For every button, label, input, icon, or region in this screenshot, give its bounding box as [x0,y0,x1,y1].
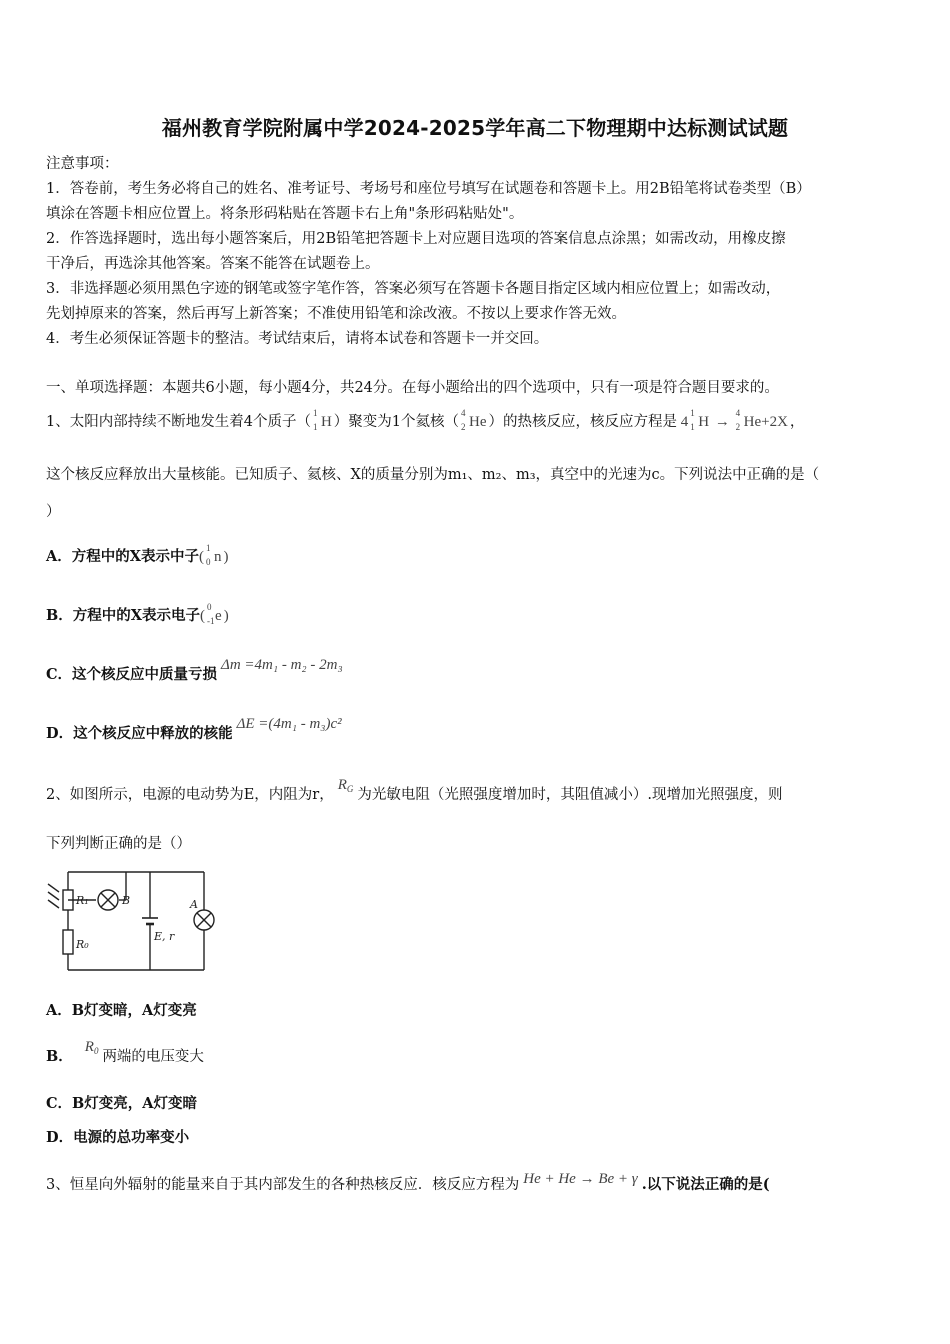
notice-heading: 注意事项： [46,156,119,172]
circuit-diagram [46,862,216,974]
label-b: B [122,894,131,907]
rg-symbol: $R_G$ [337,777,354,794]
notice-line-2: 填涂在答题卡相应位置上。将条形码粘贴在答题卡右上角"条形码粘贴处"。 [46,206,524,222]
label-er: E, r [154,930,175,943]
proton-symbol: 1 1 H [312,408,332,432]
notice-line-6: 先划掉原来的答案，然后再写上新答案；不准使用铅笔和涂改液。不按以上要求作答无效。 [46,306,626,322]
notice-line-5: 3．非选择题必须用黑色字迹的钢笔或签字笔作答，答案必须写在答题卡各题目指定区域内相应位置上；如需改动， [46,281,781,297]
notice-line-3: 2．作答选择题时，选出每小题答案后，用2B铅笔把答题卡上对应题目选项的答案信息点涂黑；如需改动，用橡皮擦 [46,231,786,247]
q1-option-c: C．这个核反应中质量亏损Δm =4m₁ - m₂ - 2m₃ [46,657,343,683]
r0-symbol: $R_0$ [84,1039,99,1056]
mass-defect-equation: Δm =4m₁ - m₂ - 2m₃ [221,657,343,673]
electron-symbol: ( 0 -1 e ) [200,602,229,626]
helium-symbol: 4 2 He [461,408,487,432]
q2-stem-line-1: 2、如图所示，电源的电动势为E，内阻为r，$R_G$ 为光敏电阻（光照强度增加时，其阻值减小）.现增加光照强度，则 [46,777,783,803]
label-r0: R₀ [76,938,89,951]
label-a: A [190,898,198,911]
q2-option-b: B．$R_0$ 两端的电压变大 [46,1039,204,1065]
q1-option-b: B．方程中的X表示电子( 0 -1 e ) [46,602,229,626]
section-heading: 一、单项选择题：本题共6小题，每小题4分，共24分。在每小题给出的四个选项中，只有一项是符合题目要求的。 [46,380,779,396]
q2-option-a: A．B灯变暗，A灯变亮 [46,1002,197,1019]
page-title: 福州教育学院附属中学2024-2025学年高二下物理期中达标测试试题 [161,116,789,140]
q1-option-a: A．方程中的X表示中子( 1 0 n ) [46,543,229,567]
q3-equation: He + He → Be + γ [523,1171,638,1187]
label-r1: R₁ [76,894,89,907]
neutron-symbol: ( 1 0 n ) [199,543,229,567]
q1-stem-line-3: ） [46,504,61,520]
q1-stem-line-1: 1、太阳内部持续不断地发生着4个质子（ 1 1 H ）聚变为1个氦核（ 4 2 He ）的热核反应，核反应方程是 4 1 1 H → 4 2 He+2X ， [46,408,805,432]
notice-line-7: 4．考生必须保证答题卡的整洁。考试结束后，请将本试卷和答题卡一并交回。 [46,331,549,347]
q2-option-d: D．电源的总功率变小 [46,1129,190,1146]
notice-line-4: 干净后，再选涂其他答案。答案不能答在试题卷上。 [46,256,380,272]
reaction-equation: 4 1 1 H → 4 2 He+2X [680,408,788,432]
energy-equation: ΔE =(4m₁ - m₃)c² [236,716,342,732]
q3-stem: 3、恒星向外辐射的能量来自于其内部发生的各种热核反应．核反应方程为 He + He → Be + γ .以下说法正确的是( [46,1171,770,1193]
q2-stem-line-2: 下列判断正确的是（） [46,836,191,852]
q1-stem-line-2: 这个核反应释放出大量核能。已知质子、氦核、X的质量分别为m₁、m₂、m₃，真空中的光速为c。下列说法中正确的是（ [46,467,820,483]
q2-option-c: C．B灯变亮，A灯变暗 [46,1095,198,1112]
resistor-r0 [63,930,73,954]
notice-line-1: 1．答卷前，考生务必将自己的姓名、准考证号、考场号和座位号填写在试题卷和答题卡上。用2B铅笔将试卷类型（B） [46,181,811,197]
q1-option-d: D．这个核反应中释放的核能ΔE =(4m₁ - m₃)c² [46,716,342,742]
